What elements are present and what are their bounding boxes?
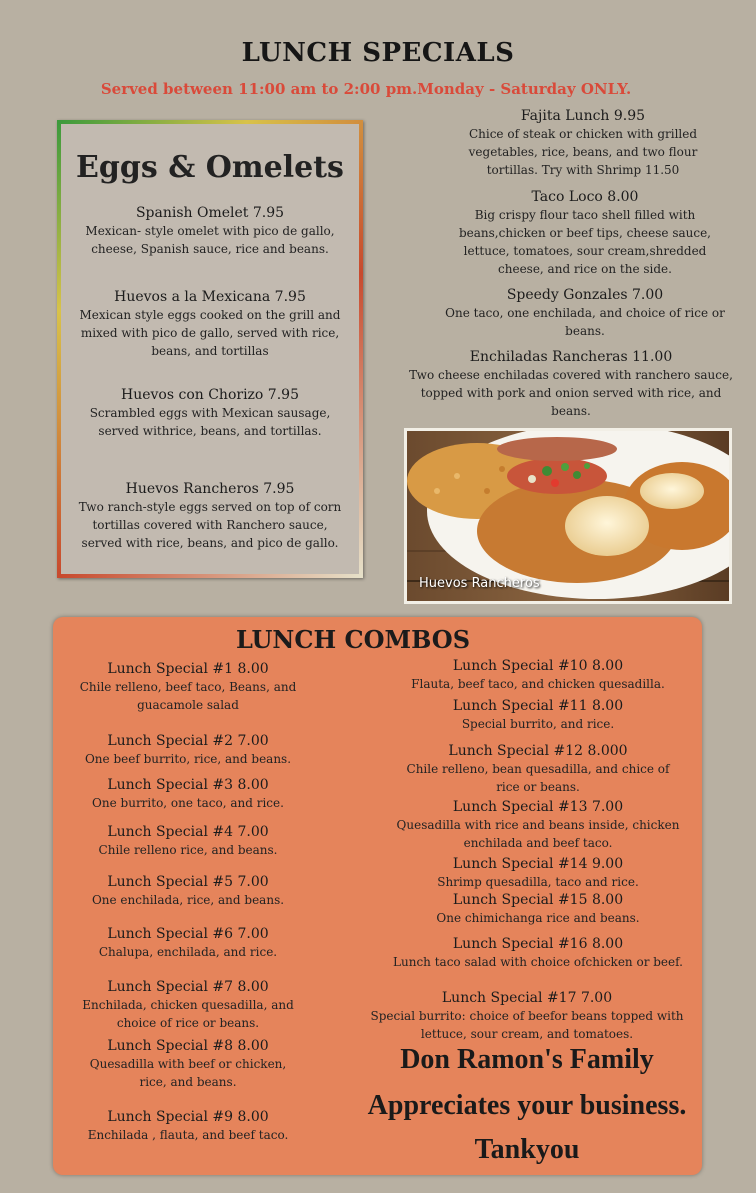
item-name: Lunch Special #16 8.00 — [452, 936, 624, 952]
menu-item — [440, 286, 730, 340]
item-name: Taco Loco 8.00 — [531, 189, 639, 205]
item-name: Lunch Special #15 8.00 — [452, 892, 624, 908]
item-desc: Quesadilla with beef or chicken, rice, and beans. — [89, 1057, 287, 1089]
item-desc: Enchilada, chicken quesadilla, and choice of rice or beans. — [82, 998, 294, 1030]
combo-item — [78, 978, 298, 1032]
item-desc: Two ranch-style eggs served on top of corn tortillas covered with Ranchero sauce, served with rice, beans, and pico de gallo. — [78, 500, 342, 550]
item-name: Huevos con Chorizo 7.95 — [121, 387, 299, 403]
combo-item — [393, 855, 683, 891]
combo-item — [393, 657, 683, 693]
combo-item — [78, 823, 298, 859]
item-name: Huevos a la Mexicana 7.95 — [114, 289, 306, 305]
item-desc: Big crispy flour taco shell filled with beans,chicken or beef tips, cheese sauce, lettuce, tomatoes, sour cream,shredded cheese, and rice on the side. — [458, 208, 711, 276]
combo-item — [393, 891, 683, 927]
item-desc: Two cheese enchiladas covered with ranchero sauce, topped with pork and onion served with rice, and beans. — [409, 368, 733, 418]
combo-item — [393, 697, 683, 733]
combo-item — [78, 1037, 298, 1091]
combo-item — [78, 732, 298, 768]
item-desc: Scrambled eggs with Mexican sausage, served withrice, beans, and tortillas. — [89, 406, 331, 438]
item-name: Lunch Special #9 8.00 — [107, 1109, 269, 1125]
item-name: Huevos Rancheros 7.95 — [125, 481, 295, 497]
item-desc: One burrito, one taco, and rice. — [92, 796, 284, 810]
combo-item — [393, 742, 683, 796]
item-desc: Special burrito, and rice. — [461, 717, 615, 731]
item-name: Lunch Special #13 7.00 — [452, 799, 624, 815]
item-name: Lunch Special #17 7.00 — [441, 990, 613, 1006]
thanks-line-2: Appreciates your business. — [367, 1090, 687, 1121]
item-name: Lunch Special #10 8.00 — [452, 658, 624, 674]
item-desc: Chalupa, enchilada, and rice. — [98, 945, 278, 959]
combo-item — [78, 925, 298, 961]
photo-caption: Huevos Rancheros — [419, 576, 540, 591]
item-name: Lunch Special #11 8.00 — [452, 698, 624, 714]
item-name: Lunch Special #2 7.00 — [107, 733, 269, 749]
combo-item — [78, 660, 298, 714]
item-desc: One taco, one enchilada, and choice of rice or beans. — [445, 306, 725, 338]
item-name: Fajita Lunch 9.95 — [520, 108, 646, 124]
item-desc: Mexican style eggs cooked on the grill and mixed with pico de gallo, served with rice, beans, and tortillas — [79, 308, 341, 358]
item-name: Enchiladas Rancheras 11.00 — [469, 349, 673, 365]
combo-item — [353, 989, 701, 1043]
menu-item — [71, 288, 349, 360]
item-desc: Lunch taco salad with choice ofchicken or beef. — [393, 955, 683, 969]
lunch-combos-panel — [53, 617, 702, 1175]
item-name: Lunch Special #7 8.00 — [107, 979, 269, 995]
item-name: Lunch Special #8 8.00 — [107, 1038, 269, 1054]
menu-item — [448, 107, 718, 179]
combo-item — [78, 1108, 298, 1144]
item-name: Lunch Special #3 8.00 — [107, 777, 269, 793]
item-desc: One chimichanga rice and beans. — [436, 911, 640, 925]
item-name: Spanish Omelet 7.95 — [135, 205, 285, 221]
menu-item — [71, 480, 349, 552]
item-desc: Shrimp quesadilla, taco and rice. — [437, 875, 639, 889]
page-title: LUNCH SPECIALS — [241, 38, 515, 68]
item-desc: Quesadilla with rice and beans inside, chicken enchilada and beef taco. — [396, 818, 680, 850]
item-desc: Chile relleno rice, and beans. — [98, 843, 278, 857]
item-name: Lunch Special #1 8.00 — [107, 661, 269, 677]
combos-title: LUNCH COMBOS — [235, 625, 471, 654]
menu-item — [71, 204, 349, 258]
item-name: Speedy Gonzales 7.00 — [506, 287, 664, 303]
hours-subtitle: Served between 11:00 am to 2:00 pm.Monday - Saturday ONLY. — [100, 80, 632, 98]
item-name: Lunch Special #14 9.00 — [452, 856, 624, 872]
item-name: Lunch Special #5 7.00 — [107, 874, 269, 890]
combo-item — [378, 935, 698, 971]
combo-item — [78, 873, 298, 909]
item-desc: Enchilada , flauta, and beef taco. — [87, 1128, 289, 1142]
item-desc: Mexican- style omelet with pico de gallo, cheese, Spanish sauce, rice and beans. — [85, 224, 335, 256]
item-name: Lunch Special #4 7.00 — [107, 824, 269, 840]
item-desc: Chile relleno, beef taco, Beans, and guacamole salad — [79, 680, 297, 712]
item-name: Lunch Special #6 7.00 — [107, 926, 269, 942]
item-desc: One enchilada, rice, and beans. — [91, 893, 285, 907]
item-name: Lunch Special #12 8.000 — [448, 743, 628, 759]
menu-item — [440, 188, 730, 278]
thanks-line-3: Tankyou — [474, 1134, 580, 1165]
item-desc: Chice of steak or chicken with grilled vegetables, rice, beans, and two flour tortillas. Try with Shrimp 11.50 — [468, 127, 698, 177]
thanks-line-1: Don Ramon's Family — [400, 1044, 654, 1075]
combo-item — [78, 776, 298, 812]
huevos-rancheros-photo — [404, 428, 732, 604]
menu-item — [404, 348, 738, 420]
menu-item — [71, 386, 349, 440]
eggs-title: Eggs & Omelets — [76, 150, 344, 185]
item-desc: Special burrito: choice of beefor beans topped with lettuce, sour cream, and tomatoes. — [370, 1009, 684, 1041]
eggs-omelets-panel — [57, 120, 363, 578]
item-desc: Chile relleno, bean quesadilla, and chice of rice or beans. — [406, 762, 670, 794]
item-desc: One beef burrito, rice, and beans. — [84, 752, 292, 766]
combo-item — [393, 798, 683, 852]
item-desc: Flauta, beef taco, and chicken quesadilla. — [411, 677, 665, 691]
